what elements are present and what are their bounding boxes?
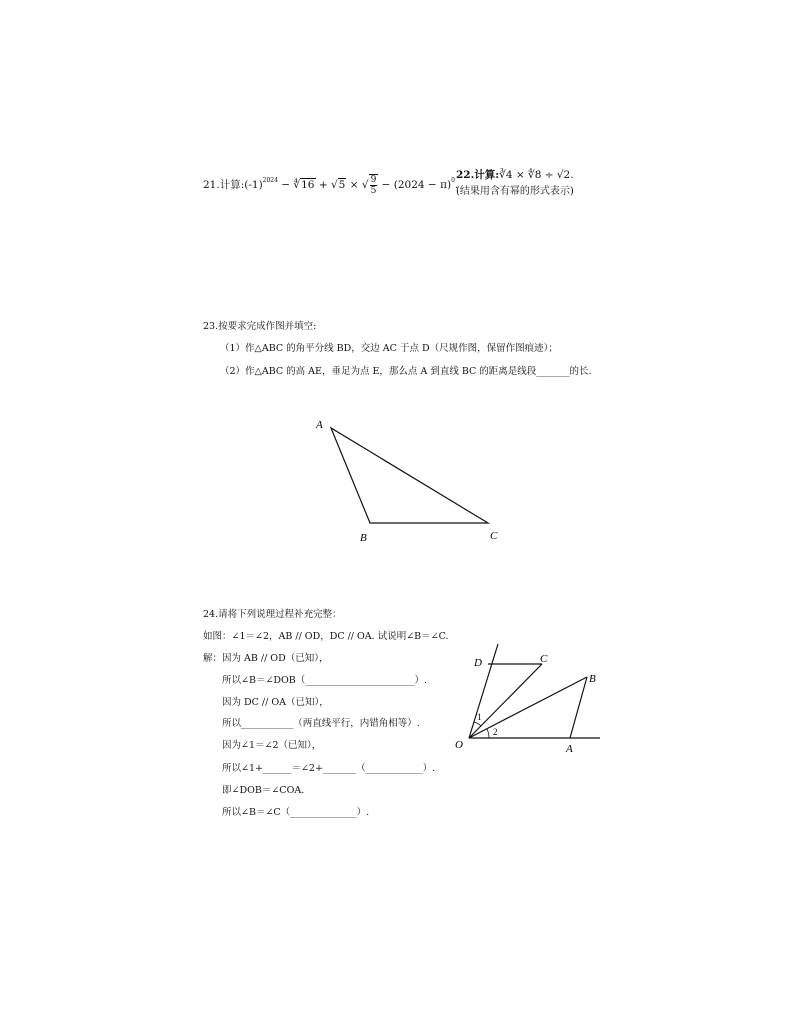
q24-title: 24.请将下列说理过程补充完整： [203, 609, 342, 620]
q23-title: 23.按要求完成作图并填空: [203, 321, 317, 332]
label-b2: B [589, 673, 596, 685]
q21-exponent-a: 2024 [262, 177, 278, 184]
q24-given: 如图：∠1＝∠2，AB // OD，DC // OA. 试说明∠B＝∠C. [203, 631, 449, 642]
q21-radicand-c: 5 [338, 179, 346, 191]
angle-1-arc [474, 722, 481, 726]
q24-line-8: 所以∠B＝∠C（______________）. [222, 807, 370, 818]
q22-expression [456, 168, 574, 182]
parallel-lines-figure [450, 640, 610, 760]
q24-line-4: 所以___________（两直线平行，内错角相等）. [222, 718, 420, 729]
q21-term-a: (-1) [244, 179, 263, 191]
q21-prefix: 21.计算: [203, 179, 245, 191]
q21-term-e: − (2024 − π) [381, 179, 452, 191]
q21-end: . [454, 179, 459, 191]
segment-ob [469, 677, 587, 738]
q21-times: × [349, 179, 359, 191]
label-a: A [316, 419, 323, 431]
q21-exponent-e: 0 [451, 177, 455, 184]
label-d: D [474, 657, 482, 669]
q22-expr: ∛4 × ∜8 ÷ √2. [499, 169, 574, 181]
q24-line-7: 即∠DOB＝∠COA. [222, 785, 305, 796]
q21-expression: 21.计算$:(-1)^{2024}$ − ∜16 + √5 × √ $\frac{9}{5}$ − $(2024 - \pi)^0$. [203, 175, 459, 196]
label-o: O [455, 739, 463, 751]
label-c: C [490, 530, 498, 542]
q22-prefix: 22.计算: [456, 169, 500, 181]
q23-part1: （1）作△ABC 的角平分线 BD，交边 AC 于点 D（尺规作图，保留作图痕迹）； [220, 343, 558, 354]
q24-line-5: 因为∠1＝∠2（已知）， [222, 740, 322, 751]
q21-fraction [369, 174, 379, 196]
q24-line-3: 因为 DC // OA（已知）， [222, 697, 329, 708]
q21-term-b: − ∜ [281, 179, 301, 191]
q22-note: (结果用含有幂的形式表示) [456, 186, 574, 197]
q23-part2: （2）作△ABC 的高 AE，垂足为点 E，那么点 A 到直线 BC 的距离是线段_______的长. [220, 366, 592, 377]
label-c2: C [540, 653, 548, 665]
segment-ba [570, 677, 587, 738]
triangle-abc-figure [300, 410, 520, 550]
q21-frac-den: 5 [370, 186, 377, 196]
q21-radicand-b: 16 [301, 179, 315, 191]
q24-line-2: 所以∠B＝∠DOB（_______________________）. [222, 675, 428, 686]
angle-2-label: 2 [493, 727, 498, 737]
q21-frac-num: 9 [370, 175, 377, 185]
label-a2: A [566, 743, 573, 755]
label-b: B [360, 532, 367, 544]
angle-2-arc [487, 729, 489, 738]
q24-line-1: 解：因为 AB // OD（已知）， [203, 653, 329, 664]
triangle-abc [331, 428, 488, 523]
angle-1-label: 1 [477, 712, 482, 722]
q24-line-6: 所以∠1+______＝∠2+_______（____________）. [222, 763, 436, 774]
q21-term-c: + √ [318, 179, 338, 191]
